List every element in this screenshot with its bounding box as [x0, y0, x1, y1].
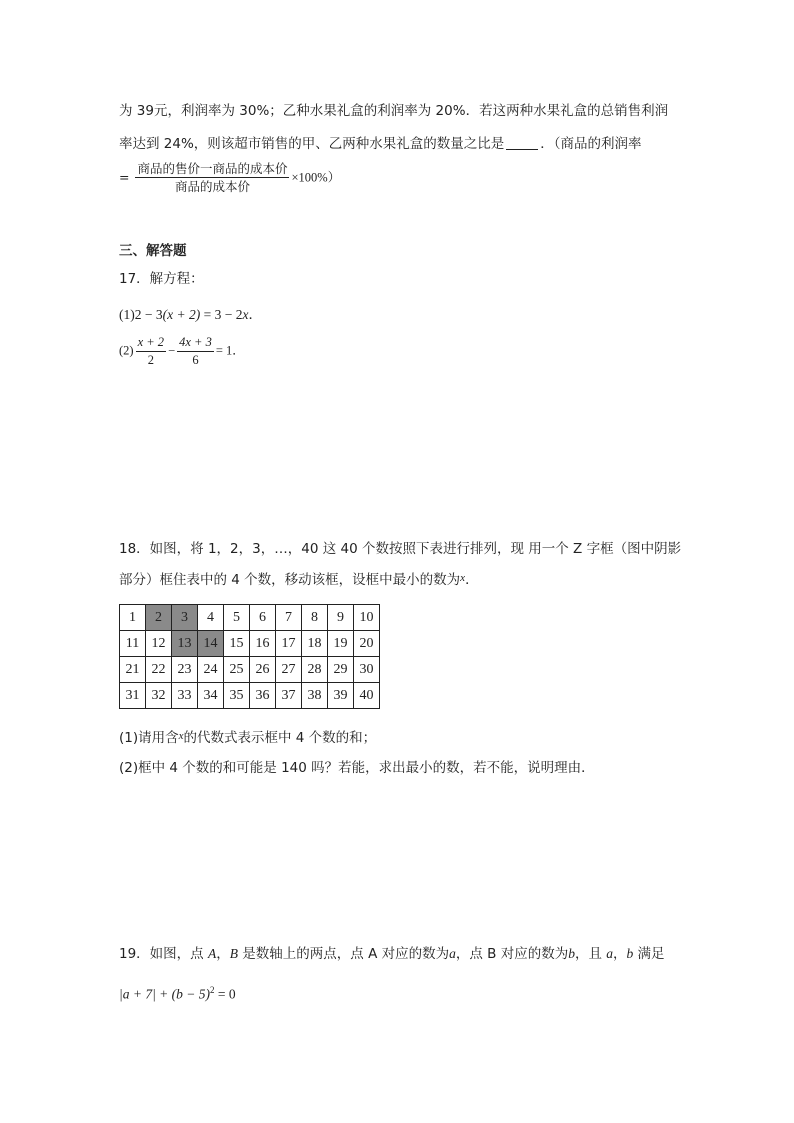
q17-fraction-1-denominator: 2 — [147, 352, 154, 367]
q18-line-2-text: 部分）框住表中的 4 个数，移动该框，设框中最小的数为 — [119, 572, 461, 588]
q16-line-2 — [119, 137, 642, 152]
q17-part-1-expr-a: 2 − 3 — [134, 307, 163, 322]
grid-cell: 29 — [328, 657, 354, 683]
grid-cell: 9 — [328, 605, 354, 631]
q18-line-1: 18．如图，将 1，2，3，…，40 这 40 个数按照下表进行排列，现 用一个 Z 字框（图中阴影 — [119, 541, 682, 557]
q18-part-1 — [119, 731, 376, 746]
q17-fraction-2-denominator: 6 — [192, 352, 199, 367]
q18-line-2-end: ． — [465, 572, 479, 588]
grid-row — [120, 631, 380, 657]
section-heading: 三、解答题 — [119, 243, 187, 259]
grid-cell: 37 — [276, 683, 302, 709]
q19-var-a: a — [449, 946, 456, 961]
q18-part-1-text: (1)请用含 — [119, 730, 179, 746]
grid-cell: 32 — [146, 683, 172, 709]
answer-blank — [506, 137, 538, 150]
q19-point-b: B — [229, 946, 238, 961]
grid-cell: 39 — [328, 683, 354, 709]
grid-cell: 40 — [354, 683, 380, 709]
grid-cell: 35 — [224, 683, 250, 709]
grid-cell: 18 — [302, 631, 328, 657]
grid-cell: 4 — [198, 605, 224, 631]
q17-part-2-label: (2) — [119, 343, 134, 358]
q19-text-a: 19．如图，点 — [119, 946, 208, 962]
grid-cell: 10 — [354, 605, 380, 631]
grid-cell: 22 — [146, 657, 172, 683]
q16-line-2-text: 率达到 24%，则该超市销售的甲、乙两种水果礼盒的数量之比是 — [119, 136, 505, 152]
grid-cell: 26 — [250, 657, 276, 683]
q18-part-1-var: x — [178, 730, 184, 742]
grid-cell: 28 — [302, 657, 328, 683]
grid-cell: 24 — [198, 657, 224, 683]
q19-comma-2: ， — [613, 946, 627, 962]
q17-fraction-1-numerator: x + 2 — [136, 336, 166, 352]
fraction-denominator: 商品的成本价 — [174, 178, 250, 194]
q19-var-a-2: a — [606, 946, 613, 961]
fraction-numerator: 商品的售价一商品的成本价 — [137, 161, 288, 176]
q17-part-1-end: ． — [248, 307, 262, 322]
q17-part-2-end: = 1． — [215, 343, 245, 358]
grid-cell: 30 — [354, 657, 380, 683]
q19-point-a: A — [207, 946, 217, 961]
formula-tail: ×100%） — [291, 170, 341, 185]
q17-minus: − — [168, 343, 176, 358]
q18-line-2 — [119, 573, 479, 588]
q17-part-1-expr-c: = 3 − 2 — [200, 307, 243, 322]
grid-cell: 8 — [302, 605, 328, 631]
grid-cell: 20 — [354, 631, 380, 657]
q19-var-b-2: b — [626, 946, 634, 961]
grid-cell: 14 — [198, 631, 224, 657]
q18-part-2: (2)框中 4 个数的和可能是 140 吗？若能，求出最小的数，若不能，说明理由． — [119, 760, 595, 776]
grid-cell: 2 — [146, 605, 172, 631]
q19-text-d: ，且 — [574, 946, 607, 962]
grid-cell: 19 — [328, 631, 354, 657]
grid-cell: 17 — [276, 631, 302, 657]
grid-cell: 16 — [250, 631, 276, 657]
q17-fraction-2 — [177, 336, 214, 368]
grid-cell: 6 — [250, 605, 276, 631]
grid-cell: 1 — [120, 605, 146, 631]
grid-cell: 3 — [172, 605, 198, 631]
q17-part-1 — [119, 308, 262, 322]
q19-text-c: ，点 B 对应的数为 — [455, 946, 569, 962]
grid-cell: 12 — [146, 631, 172, 657]
grid-cell: 27 — [276, 657, 302, 683]
grid-cell: 13 — [172, 631, 198, 657]
grid-cell: 23 — [172, 657, 198, 683]
grid-cell: 34 — [198, 683, 224, 709]
grid-cell: 11 — [120, 631, 146, 657]
grid-cell: 15 — [224, 631, 250, 657]
q16-line-1: 为 39元，利润率为 30%；乙种水果礼盒的利润率为 20%．若这两种水果礼盒的总销售利润 — [119, 103, 669, 119]
q17-part-2 — [119, 336, 245, 368]
profit-rate-fraction — [135, 162, 289, 194]
grid-cell: 38 — [302, 683, 328, 709]
grid-row — [120, 605, 380, 631]
grid-cell: 21 — [120, 657, 146, 683]
grid-row — [120, 657, 380, 683]
grid-cell: 5 — [224, 605, 250, 631]
q19-text-b: 是数轴上的两点，点 A 对应的数为 — [237, 946, 450, 962]
q18-var-x: x — [460, 572, 466, 584]
number-grid-table — [119, 604, 380, 709]
q17-part-1-var: x — [242, 307, 249, 322]
q17-fraction-2-numerator: 4x + 3 — [177, 336, 214, 352]
q16-line-2-tail: ．（商品的利润率 — [540, 136, 642, 152]
q19-condition-expr: |a + 7| + (b − 5) — [119, 986, 210, 1002]
formula-equals: = — [119, 169, 130, 185]
q17-part-1-label: (1) — [119, 307, 135, 322]
q19-condition-tail: = 0 — [214, 986, 236, 1002]
q19-comma-1: ， — [216, 946, 230, 962]
q19-condition — [119, 986, 236, 1001]
q19-exponent: 2 — [210, 985, 215, 995]
q18-part-1-tail: 的代数式表示框中 4 个数的和； — [183, 730, 377, 746]
q19-line-1 — [119, 947, 665, 962]
grid-cell: 31 — [120, 683, 146, 709]
q17-title: 17．解方程： — [119, 271, 204, 287]
q19-var-b: b — [568, 946, 575, 961]
q17-fraction-1 — [136, 336, 166, 368]
grid-cell: 36 — [250, 683, 276, 709]
profit-rate-formula — [119, 162, 340, 194]
grid-row — [120, 683, 380, 709]
q19-text-e: 满足 — [633, 946, 665, 962]
grid-cell: 25 — [224, 657, 250, 683]
grid-cell: 7 — [276, 605, 302, 631]
grid-cell: 33 — [172, 683, 198, 709]
q17-part-1-expr-b: (x + 2) — [162, 307, 201, 322]
